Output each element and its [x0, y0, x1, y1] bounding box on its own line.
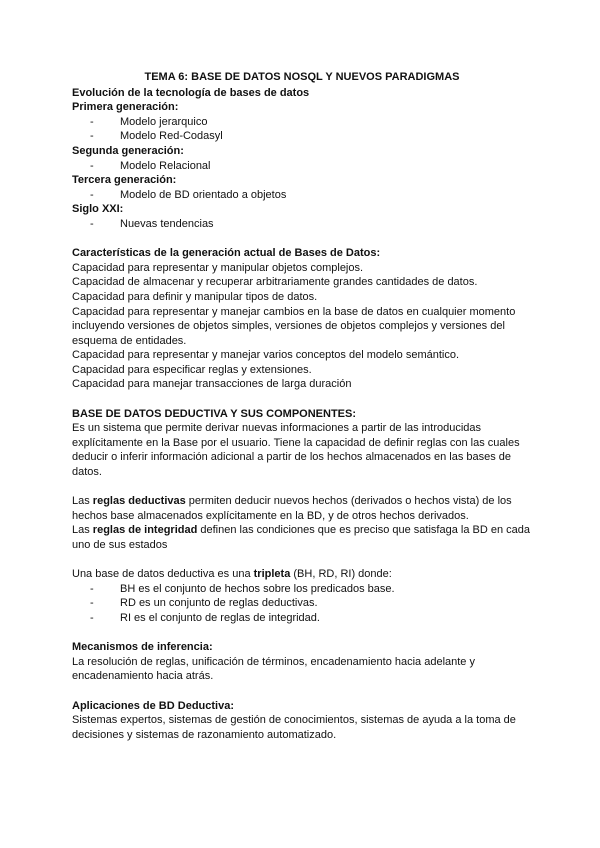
dash-bullet: - — [90, 115, 94, 128]
characteristic-line: Capacidad para especificar reglas y extensiones. — [72, 363, 312, 376]
text-run: permiten deducir nuevos hechos (derivados o hechos vista) de los hechos base almacenados explícitamente en la BD, y de otros hechos derivados. — [72, 495, 512, 522]
dash-bullet: - — [90, 611, 94, 624]
term-reglas-integridad: reglas de integridad — [92, 524, 198, 537]
integrity-rules-paragraph — [72, 523, 532, 552]
deductive-heading: BASE DE DATOS DEDUCTIVA Y SUS COMPONENTES: — [72, 407, 357, 420]
list-item-text: Modelo Relacional — [120, 159, 211, 172]
spacer — [72, 392, 532, 407]
spacer — [72, 480, 532, 495]
characteristics-heading: Características de la generación actual de Bases de Datos: — [72, 247, 381, 260]
spacer — [72, 684, 532, 699]
list-item-text: RI es el conjunto de reglas de integridad. — [120, 611, 320, 624]
dash-bullet: - — [90, 582, 94, 595]
generation-3-label: Tercera generación: — [72, 174, 177, 187]
characteristic-line: Capacidad para representar y manejar cambios en la base de datos en cualquier momento incluyendo versiones de objetos simples, versiones de objetos complejos y versiones del esquema de entidades. — [72, 305, 516, 347]
list-item-text: Nuevas tendencias — [120, 217, 214, 230]
list-item — [72, 217, 532, 232]
term-reglas-deductivas: reglas deductivas — [92, 495, 186, 508]
characteristic-line: Capacidad para representar y manejar varios conceptos del modelo semántico. — [72, 349, 460, 362]
dash-bullet: - — [90, 159, 94, 172]
list-item-text: RD es un conjunto de reglas deductivas. — [120, 597, 318, 610]
deductive-rules-paragraph — [72, 494, 532, 523]
characteristic-line: Capacidad para definir y manipular tipos de datos. — [72, 290, 318, 303]
applications-heading: Aplicaciones de BD Deductiva: — [72, 699, 234, 712]
list-item-text: BH es el conjunto de hechos sobre los predicados base. — [120, 582, 395, 595]
list-item — [72, 611, 532, 626]
dash-bullet: - — [90, 130, 94, 143]
inference-text: La resolución de reglas, unificación de términos, encadenamiento hacia adelante y encadenamiento hacia atrás. — [72, 655, 475, 683]
text-run: (BH, RD, RI) donde: — [290, 568, 392, 581]
text-run: Una base de datos deductiva es una — [72, 568, 254, 581]
list-item — [72, 159, 532, 174]
page-title: TEMA 6: BASE DE DATOS NOSQL Y NUEVOS PARADIGMAS — [144, 71, 460, 83]
characteristic-line: Capacidad para representar y manipular objetos complejos. — [72, 261, 364, 274]
dash-bullet: - — [90, 217, 94, 230]
list-item — [72, 582, 532, 597]
triplet-paragraph — [72, 567, 532, 582]
list-item-text: Modelo de BD orientado a objetos — [120, 188, 287, 201]
text-run: definen las condiciones que es preciso que satisfaga la BD en cada uno de sus estados — [72, 524, 530, 551]
generation-4-label: Siglo XXI: — [72, 203, 124, 216]
text-run: Las — [72, 495, 93, 508]
generation-1-label: Primera generación: — [72, 101, 179, 114]
text-run: Las — [72, 524, 93, 537]
list-item — [72, 596, 532, 611]
list-item — [72, 188, 532, 203]
list-item-text: Modelo jerarquico — [120, 115, 208, 128]
list-item — [72, 115, 532, 130]
inference-heading: Mecanismos de inferencia: — [72, 641, 213, 654]
generation-2-label: Segunda generación: — [72, 144, 184, 157]
dash-bullet: - — [90, 597, 94, 610]
term-tripleta: tripleta — [253, 568, 291, 581]
deductive-intro: Es un sistema que permite derivar nuevas informaciones a partir de las introducidas explícitamente en la Base por el usuario. Tiene la capacidad de definir reglas con las cuales deducir o inferir información adicional a partir de los hechos almacenados en las bases de datos. — [72, 422, 520, 479]
list-item-text: Modelo Red-Codasyl — [120, 130, 223, 143]
evolution-heading: Evolución de la tecnología de bases de datos — [72, 86, 310, 99]
spacer — [72, 232, 532, 247]
document-page — [72, 70, 532, 742]
spacer — [72, 626, 532, 641]
characteristic-line: Capacidad de almacenar y recuperar arbitrariamente grandes cantidades de datos. — [72, 276, 478, 289]
dash-bullet: - — [90, 188, 94, 201]
list-item — [72, 129, 532, 144]
spacer — [72, 553, 532, 568]
applications-text: Sistemas expertos, sistemas de gestión de conocimientos, sistemas de ayuda a la toma de decisiones y sistemas de razonamiento automatizado. — [72, 714, 516, 741]
characteristic-line: Capacidad para manejar transacciones de larga duración — [72, 378, 352, 391]
